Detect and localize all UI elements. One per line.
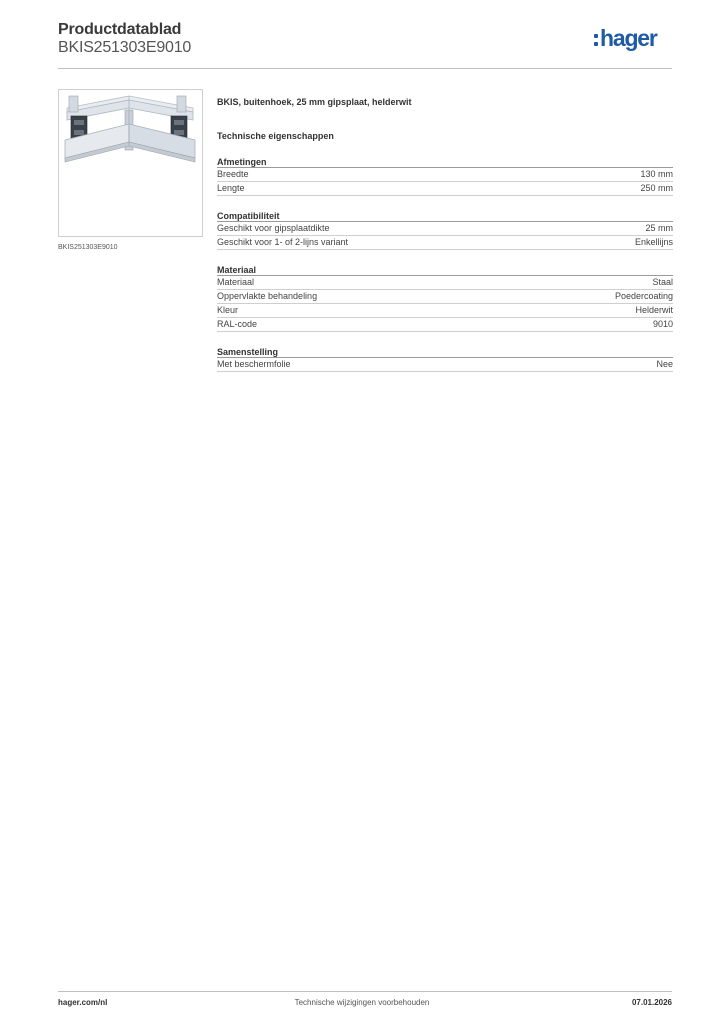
spec-value: Nee xyxy=(656,359,673,369)
spec-label: Kleur xyxy=(217,305,239,315)
spec-group-composition xyxy=(217,346,673,372)
spec-group-title: Samenstelling xyxy=(217,346,673,358)
corner-trunking-illustration xyxy=(59,90,202,236)
spec-group-title: Compatibiliteit xyxy=(217,210,673,222)
product-description: BKIS, buitenhoek, 25 mm gipsplaat, helderwit xyxy=(217,97,412,107)
spec-label: Geschikt voor 1- of 2-lijns variant xyxy=(217,237,349,247)
spec-row xyxy=(217,236,673,250)
spec-label: RAL-code xyxy=(217,319,258,329)
spec-value: 250 mm xyxy=(640,183,673,193)
footer-notice: Technische wijzigingen voorbehouden xyxy=(294,998,430,1007)
spec-label: Lengte xyxy=(217,183,245,193)
spec-group-title: Afmetingen xyxy=(217,156,673,168)
spec-value: Poedercoating xyxy=(614,291,673,301)
spec-value: Enkellijns xyxy=(634,237,673,247)
spec-row xyxy=(217,358,673,372)
spec-group-title: Materiaal xyxy=(217,264,673,276)
spec-row xyxy=(217,304,673,318)
footer-website-link[interactable]: hager.com/nl xyxy=(58,998,108,1007)
header-divider xyxy=(58,68,672,69)
spec-label: Materiaal xyxy=(217,277,255,287)
footer-divider xyxy=(58,991,672,992)
spec-value: Helderwit xyxy=(635,305,673,315)
spec-row xyxy=(217,318,673,332)
spec-row xyxy=(217,222,673,236)
spec-label: Oppervlakte behandeling xyxy=(217,291,318,301)
page-subtitle: BKIS251303E9010 xyxy=(58,39,192,56)
spec-row xyxy=(217,290,673,304)
spec-value: 9010 xyxy=(652,319,673,329)
page-title: Productdatablad xyxy=(58,21,182,38)
footer-date: 07.01.2026 xyxy=(631,998,672,1007)
logo-text: hager xyxy=(600,25,657,51)
spec-label: Met beschermfolie xyxy=(217,359,291,369)
spec-content xyxy=(217,96,673,372)
product-image xyxy=(58,89,203,237)
technical-properties-heading: Technische eigenschappen xyxy=(217,131,334,141)
spec-row xyxy=(217,182,673,196)
logo-colon-icon xyxy=(594,33,598,47)
spec-group-dimensions xyxy=(217,156,673,196)
spec-label: Breedte xyxy=(217,169,249,179)
hager-logo xyxy=(594,27,676,57)
spec-group-compatibility xyxy=(217,210,673,250)
spec-value: 130 mm xyxy=(640,169,673,179)
image-caption: BKIS251303E9010 xyxy=(58,244,118,251)
spec-group-material xyxy=(217,264,673,332)
spec-row xyxy=(217,168,673,182)
spec-value: Staal xyxy=(652,277,673,287)
spec-label: Geschikt voor gipsplaatdikte xyxy=(217,223,330,233)
spec-row xyxy=(217,276,673,290)
spec-value: 25 mm xyxy=(645,223,673,233)
